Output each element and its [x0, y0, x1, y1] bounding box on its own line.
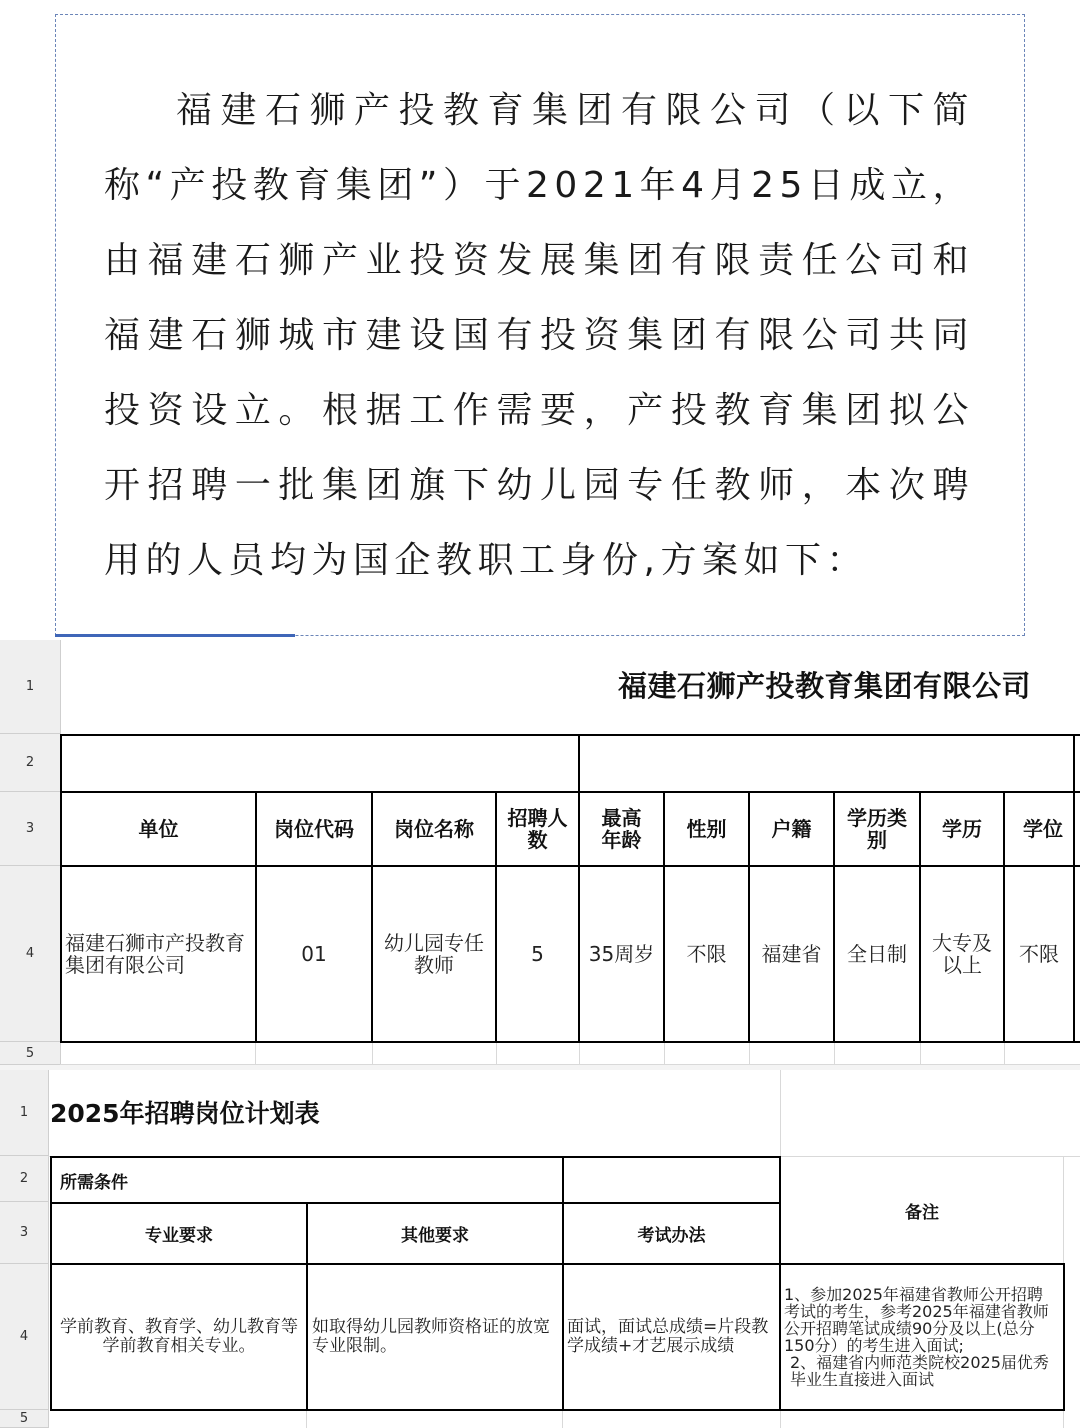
- sheet-title: 2025年招聘岗位计划表: [50, 1099, 320, 1128]
- cell-post-name[interactable]: 幼儿园专任教师: [384, 931, 484, 977]
- grid-line: [562, 1410, 563, 1428]
- header-education: 学历: [942, 817, 982, 841]
- remarks-line-2: 2、福建省内师范类院校2025届优秀毕业生直接进入面试: [790, 1353, 1049, 1389]
- cell-exam-method[interactable]: 面试，面试总成绩=片段教学成绩+才艺展示成绩: [567, 1317, 769, 1356]
- header-max-age: 最高年龄: [601, 806, 642, 852]
- table-border: [50, 1409, 1065, 1411]
- cell-degree[interactable]: 不限: [1019, 942, 1059, 966]
- cell-recruit-count[interactable]: 5: [531, 942, 544, 966]
- grid-line: [749, 1042, 750, 1065]
- row-number[interactable]: 2: [0, 734, 60, 792]
- grid-line: [834, 1042, 835, 1065]
- grid-line: [1004, 1042, 1005, 1065]
- intro-box: [55, 14, 1025, 636]
- table-border: [578, 734, 580, 793]
- row-number[interactable]: 2: [0, 1156, 48, 1202]
- row-header-column: [0, 1070, 49, 1428]
- header-education-type: 学历类别: [847, 806, 907, 852]
- cell-education[interactable]: 大专及以上: [932, 931, 992, 977]
- cell-remarks[interactable]: [781, 1265, 1063, 1409]
- header-hukou: 户籍: [771, 817, 812, 841]
- header-exam-method: 考试办法: [637, 1226, 706, 1246]
- header-major-requirement: 专业要求: [145, 1226, 213, 1246]
- header-remarks: 备注: [905, 1203, 939, 1223]
- grid-line: [780, 1410, 781, 1428]
- grid-line: [372, 1042, 373, 1065]
- grid-line: [255, 1042, 256, 1065]
- header-gender: 性别: [686, 817, 727, 841]
- cell-max-age[interactable]: 35周岁: [588, 942, 655, 966]
- row-number[interactable]: 1: [0, 640, 60, 734]
- header-post-code: 岗位代码: [274, 817, 354, 841]
- grid-line: [306, 1410, 307, 1428]
- spreadsheet-right: [0, 1070, 1080, 1428]
- grid-line: [920, 1042, 921, 1065]
- row-number[interactable]: 5: [0, 1042, 60, 1065]
- header-degree: 学位: [1023, 817, 1063, 841]
- grid-line: [664, 1042, 665, 1065]
- remarks-line-1: 1、参加2025年福建省教师公开招聘考试的考生，参考2025年福建省教师公开招聘笔试成绩90分及以上(总分150分）的考生进入面试;: [784, 1285, 1049, 1355]
- row-number[interactable]: 4: [0, 866, 60, 1042]
- table-border: [60, 734, 1080, 736]
- row-number[interactable]: 4: [0, 1264, 48, 1410]
- row-number[interactable]: 3: [0, 1202, 48, 1264]
- header-recruit-count: 招聘人数: [507, 806, 568, 852]
- grid-line: [579, 1042, 580, 1065]
- header-post-name: 岗位名称: [394, 817, 474, 841]
- row-number[interactable]: 3: [0, 792, 60, 866]
- cell-gender[interactable]: 不限: [686, 942, 727, 966]
- header-required-conditions: 所需条件: [60, 1172, 128, 1193]
- grid-line: [496, 1042, 497, 1065]
- header-other-requirement: 其他要求: [401, 1226, 469, 1246]
- table-border: [60, 1041, 1080, 1043]
- cell-hukou[interactable]: 福建省: [761, 942, 822, 966]
- cell-unit[interactable]: 福建石狮市产投教育集团有限公司: [65, 931, 245, 977]
- table-border: [1073, 734, 1075, 1043]
- cell-education-type[interactable]: 全日制: [847, 942, 907, 966]
- header-unit: 单位: [138, 817, 179, 841]
- grid-line: [780, 1070, 781, 1156]
- cell-major-requirement[interactable]: 学前教育、教育学、幼儿教育等学前教育相关专业。: [60, 1317, 298, 1356]
- cell-post-code[interactable]: 01: [301, 942, 327, 966]
- row-header-column: [0, 640, 61, 1065]
- intro-underline: [55, 634, 295, 637]
- row-number[interactable]: 1: [0, 1070, 48, 1156]
- cell-other-requirement[interactable]: 如取得幼儿园教师资格证的放宽专业限制。: [312, 1317, 550, 1356]
- sheet-title: 福建石狮产投教育集团有限公司: [618, 669, 1032, 703]
- table-border: [1063, 1263, 1065, 1411]
- intro-paragraph: 福建石狮产投教育集团有限公司（以下简称“产投教育集团”）于2021年4月25日成立，由福建石狮产业投资发展集团有限责任公司和福建石狮城市建设国有投资集团有限公司共同投资设立。根据工作需要，产投教育集团拟公开招聘一批集团旗下幼儿园专任教师，本次聘用的人员均为国企教职工身份,方案如下：: [104, 90, 974, 581]
- row-number[interactable]: 5: [0, 1410, 48, 1428]
- spreadsheet-left: [0, 640, 1080, 1065]
